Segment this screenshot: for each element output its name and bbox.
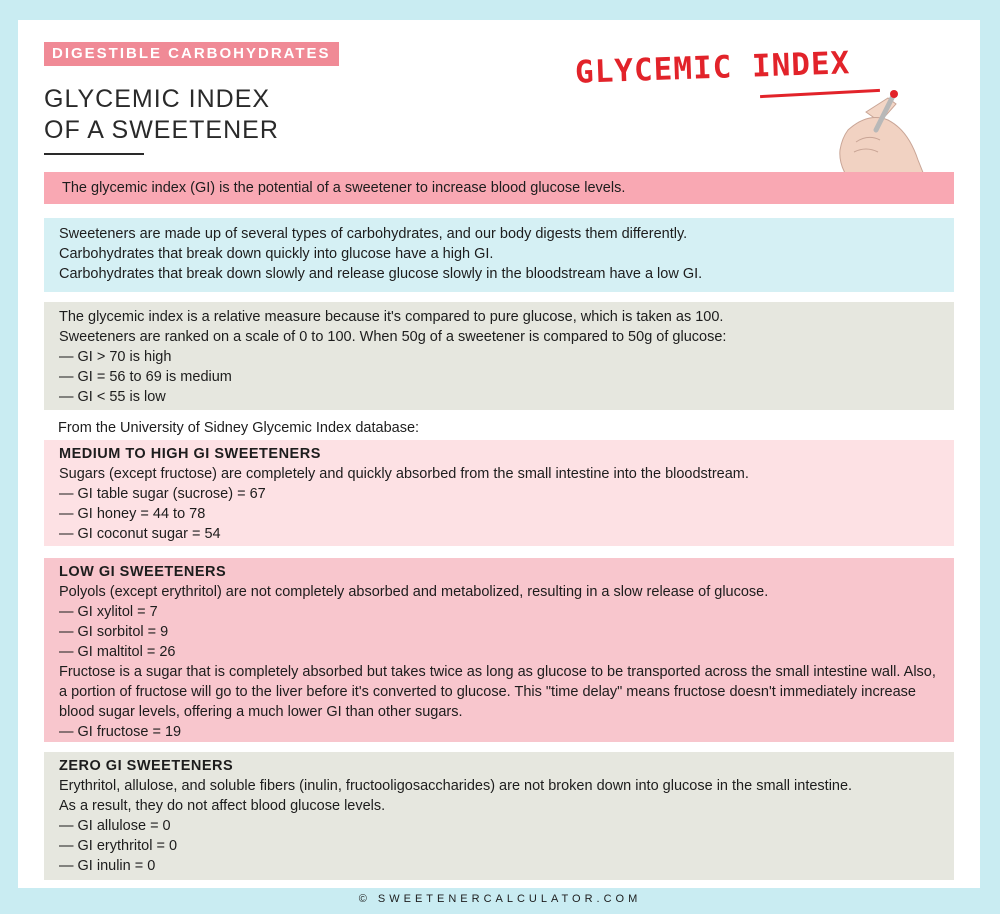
title-divider	[44, 153, 144, 155]
scale-line: Sweeteners are ranked on a scale of 0 to 100. When 50g of a sweetener is compared to 50g of glucose:	[59, 329, 727, 345]
scale-line: — GI < 55 is low	[59, 389, 166, 405]
digestion-line: Sweeteners are made up of several types of carbohydrates, and our body digests them differently.	[59, 226, 688, 242]
section-line: — GI allulose = 0	[59, 818, 171, 834]
digestion-box	[44, 218, 954, 292]
footer-site-name: SWEETENERCALCULATOR.COM	[377, 893, 642, 905]
page-title-line-1: GLYCEMIC INDEX	[44, 85, 271, 113]
section-line: — GI erythritol = 0	[59, 838, 178, 854]
site-footer	[0, 893, 1000, 905]
scale-line: — GI = 56 to 69 is medium	[59, 369, 232, 385]
section-heading: LOW GI SWEETENERS	[59, 564, 227, 580]
section-line: — GI xylitol = 7	[59, 604, 158, 620]
section-line: Sugars (except fructose) are completely and quickly absorbed from the small intestine into the bloodstream.	[59, 466, 749, 482]
section-line: — GI inulin = 0	[59, 858, 156, 874]
infographic-page	[18, 20, 980, 888]
intro-text: The glycemic index (GI) is the potential of a sweetener to increase blood glucose levels.	[62, 180, 626, 196]
section-line: — GI coconut sugar = 54	[59, 526, 221, 542]
zero-gi-box	[44, 752, 954, 880]
section-line: Polyols (except erythritol) are not completely absorbed and metabolized, resulting in a slow release of glucose.	[59, 584, 769, 600]
section-line: — GI table sugar (sucrose) = 67	[59, 486, 266, 502]
section-heading: MEDIUM TO HIGH GI SWEETENERS	[59, 446, 321, 462]
section-line: — GI maltitol = 26	[59, 644, 176, 660]
section-line: Erythritol, allulose, and soluble fibers (inulin, fructooligosaccharides) are not broken down into glucose in the small intestine.	[59, 778, 853, 794]
page-title-line-2: OF A SWEETENER	[44, 116, 279, 144]
page-title	[44, 84, 279, 146]
digestion-line: Carbohydrates that break down slowly and release glucose slowly in the bloodstream have a low GI.	[59, 266, 703, 282]
scale-box	[44, 302, 954, 410]
category-badge: DIGESTIBLE CARBOHYDRATES	[44, 42, 339, 66]
copyright-icon: ©	[358, 893, 371, 905]
digestion-line: Carbohydrates that break down quickly into glucose have a high GI.	[59, 246, 494, 262]
scale-line: — GI > 70 is high	[59, 349, 172, 365]
fructose-paragraph: Fructose is a sugar that is completely absorbed but takes twice as long as glucose to be transported across the small intestine wall. Also, a portion of fructose will go to the liver before it's converted to glucose. This "time delay" means fructose doesn't immediately increase blood sugar levels, offering a much lower GI than other sugars.	[59, 664, 936, 720]
section-line: As a result, they do not affect blood glucose levels.	[59, 798, 386, 814]
intro-box	[44, 172, 954, 204]
handwritten-headline: GLYCEMIC INDEX	[574, 45, 851, 91]
source-note: From the University of Sidney Glycemic Index database:	[58, 420, 420, 436]
scale-line: The glycemic index is a relative measure because it's compared to pure glucose, which is taken as 100.	[59, 309, 724, 325]
low-gi-box	[44, 558, 954, 742]
section-line: — GI sorbitol = 9	[59, 624, 169, 640]
medium-high-gi-box	[44, 440, 954, 546]
section-line: — GI fructose = 19	[59, 724, 182, 740]
section-line: — GI honey = 44 to 78	[59, 506, 206, 522]
section-heading: ZERO GI SWEETENERS	[59, 758, 234, 774]
